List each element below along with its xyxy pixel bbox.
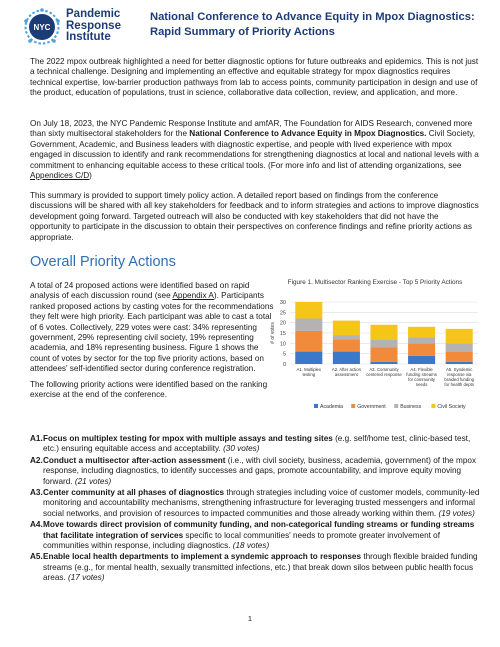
legend-swatch (394, 404, 398, 408)
bar-segment (370, 339, 397, 347)
pandemic-response-institute-logo-icon (22, 6, 66, 50)
legend-label: Government (357, 404, 386, 410)
bar-segment (295, 319, 322, 331)
action-description: through strategies including voice of customer models, community-led monitoring and accountability mechanisms, strengthening infrastructure for leveraging trusted messengers and informal social networks, and provision of resources to impacted communities and those already working within them. (43, 488, 480, 518)
x-category-label: A5. Syndemic response via braided funding for health depts (444, 367, 475, 387)
appendices-link[interactable]: Appendices C/D (30, 171, 90, 181)
intro-paragraph-3: This summary is provided to support timely policy action. A detailed report based on findings from the conference discussions will be shared with all key stakeholders for feedback and to inform strategies and actions to improve diagnostics development going forward. Targeted outreach will also be conducted with key stakeholders that did not have the opportunity to participate in the discussion to obtain their perspectives on conference findings and refine priority actions as appropriate. (30, 191, 479, 242)
action-body (43, 488, 479, 518)
bar-segment (408, 356, 435, 364)
bar-segment (295, 302, 322, 319)
section-left-column (30, 281, 274, 400)
chart-title: Figure 1. Multisector Ranking Exercise - Top 5 Priority Actions (287, 279, 463, 286)
bar-segment (370, 362, 397, 364)
bar-segment (333, 339, 360, 351)
document-title: National Conference to Advance Equity in Mpox Diagnostics: Rapid Summary of Priority Actions (150, 11, 475, 38)
bar-segment (446, 329, 473, 343)
y-tick-label: 30 (279, 300, 286, 306)
bar-segment (408, 327, 435, 337)
organization-name (66, 9, 121, 44)
org-line-1: Pandemic (66, 8, 121, 20)
legend-swatch (314, 404, 318, 408)
bar-segment (333, 321, 360, 335)
intro-p2-text-c: ) (89, 171, 92, 181)
priority-actions-list (30, 434, 485, 585)
x-category-label: A1. Multiplex testing (296, 367, 322, 377)
section-p1-text-a: A total of 24 proposed actions were identified based on rapid analysis of each discussion round (see (30, 281, 250, 301)
action-vote-count: (17 votes) (68, 573, 105, 583)
legend-label: Business (400, 404, 422, 410)
action-body (43, 434, 470, 453)
bar-segment (370, 325, 397, 339)
section-paragraph-1 (30, 281, 274, 375)
y-tick-label: 0 (282, 362, 286, 368)
action-number: A3. (30, 488, 43, 498)
action-vote-count: (18 votes) (232, 541, 270, 551)
org-line-3: Institute (66, 31, 111, 43)
action-headline: Conduct a multisector after-action assessment (43, 455, 226, 465)
legend-swatch (431, 404, 435, 408)
bar-segment (446, 362, 473, 364)
legend-swatch (351, 404, 355, 408)
bar-segment (333, 352, 360, 364)
action-body (43, 456, 476, 486)
action-bold-prefix: Move towards (43, 520, 100, 530)
priority-action-item (30, 434, 485, 455)
action-description: (e.g. self/home test, clinic-based test, etc.) ensuring equitable access and acceptability. (43, 434, 471, 454)
legend-label: Civil Society (437, 404, 466, 410)
priority-action-item (30, 520, 485, 551)
org-line-2: Response (66, 19, 121, 32)
appendix-a-link[interactable]: Appendix A (172, 291, 214, 301)
action-vote-count: (19 votes) (438, 508, 475, 518)
action-description: specific to local communities' needs to promote greater involvement of communities within response, including diagnostics. (43, 530, 441, 551)
bar-segment (333, 335, 360, 339)
action-headline: Focus on multiplex testing for mpox with multiple assays and testing sites (43, 434, 333, 443)
y-axis-label: # of votes (270, 322, 276, 344)
logo-text: NYC (33, 23, 51, 32)
priority-action-item (30, 488, 485, 519)
action-body (43, 552, 478, 582)
bar-segment (408, 337, 435, 343)
section-title: Overall Priority Actions (30, 254, 176, 270)
section-paragraph-2: The following priority actions were identified based on the ranking exercise at the end of the conference. (30, 379, 268, 400)
conference-name: National Conference to Advance Equity in Mpox Diagnostics. (189, 129, 427, 139)
page-header (22, 6, 482, 50)
action-number: A4. (30, 520, 43, 530)
legend-label: Academia (320, 404, 344, 410)
section-p1-text-b: ). Participants ranked proposed actions by casting votes for the recommendations they felt were high priority. Each participant was able to cast a total of 6 votes. Collectively, 229 votes were cast: 34% representing government, 29% representing civil society, 19% representing academia, and 18% representing business. Figure 1 shows the count of votes by sector for the top five priority actions, based on attendees' self-identified sector during conference registration. (30, 291, 274, 374)
priority-action-item (30, 552, 485, 583)
action-description: (i.e., with civil society, business, academia, government) of the mpox response, including diagnostics, to identify successes and gaps, promote accountability, and improve equity moving forward. (43, 455, 477, 486)
page-number: 1 (247, 614, 253, 623)
bar-segment (446, 352, 473, 362)
bar-segment (295, 352, 322, 364)
y-tick-label: 15 (279, 331, 286, 337)
action-headline: Center community at all phases of diagnostics (43, 488, 225, 498)
action-description: through flexible braided funding streams (e.g., for mental health, sexually transmitted infections, etc.) that break down silos between public health focus areas. (43, 552, 478, 583)
bar-segment (446, 343, 473, 351)
y-tick-label: 5 (282, 351, 286, 358)
action-headline: direct provision of community funding, and non-categorical funding streams or funding streams that facilitate integration of services (43, 520, 475, 540)
priority-actions-stacked-bar-chart (270, 288, 482, 418)
bar-segment (295, 331, 322, 352)
action-vote-count: (30 votes) (223, 444, 260, 454)
x-category-label: A2. After action assessment (331, 367, 361, 377)
x-category-label: A3. Community centered response (366, 367, 402, 377)
y-tick-label: 25 (279, 310, 286, 317)
bar-segment (370, 347, 397, 361)
action-number: A1. (30, 434, 43, 443)
bar-segment (408, 343, 435, 355)
action-number: A2. (30, 455, 43, 465)
intro-paragraph-2 (30, 119, 480, 181)
intro-paragraph-1: The 2022 mpox outbreak highlighted a need for better diagnostic options for future outbreaks and epidemics. This is not just a technical challenge. Designing and implementing an effective and equitable strategy for mpox diagnostics requires technical expertise, low-barrier production pathways from lab to access points, community participation in design and use of the product, education of populations, trust in science, collaborative data collection, review, and application, and more. (30, 57, 479, 98)
y-tick-label: 10 (279, 341, 286, 348)
x-category-label: A4. Flexible funding streams for community needs (406, 367, 437, 387)
intro-p2-text-b: Civil Society, Government, Academic, and Business leaders with diagnostic expertise, and people with lived experience with mpox engaged in discussion to identify and rank recommendations for strengthening diagnostics at local and national levels with a commitment to enhancing equitable access to these critical tools. (For more info and list of attending organizations, see (30, 129, 479, 170)
intro-p2-text-a: On July 18, 2023, the NYC Pandemic Response Institute and amfAR, The Foundation for AIDS Research, convened more than sixty multisectoral stakeholders for the (30, 119, 473, 139)
priority-action-item (30, 456, 485, 487)
action-number: A5. (30, 552, 43, 562)
y-tick-label: 20 (279, 320, 286, 327)
action-vote-count: (21 votes) (74, 476, 112, 486)
action-body (43, 520, 474, 550)
action-headline: Enable local health departments to implement a syndemic approach to responses (43, 552, 362, 562)
